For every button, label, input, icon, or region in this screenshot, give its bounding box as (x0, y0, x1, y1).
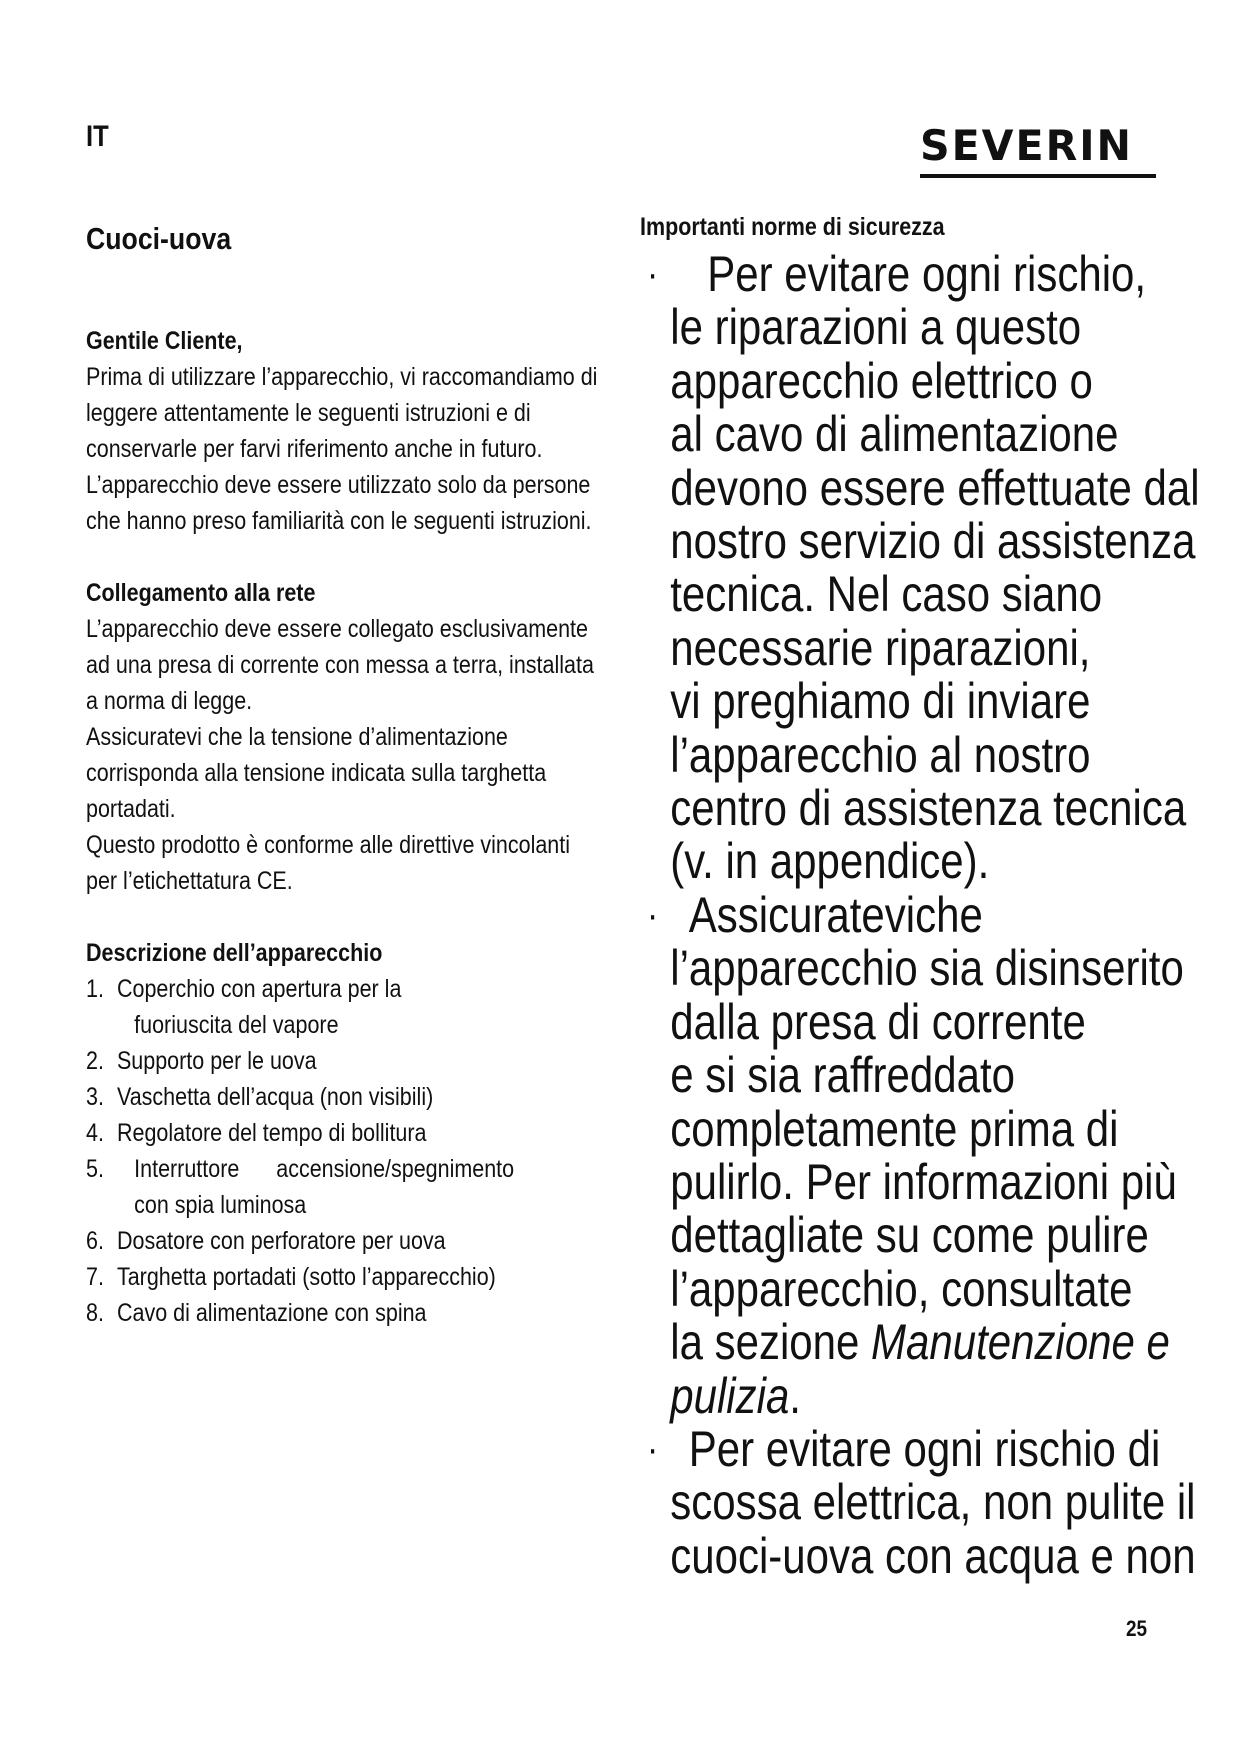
description-heading: Descrizione dell’apparecchio (86, 939, 383, 967)
intro-paragraph: Prima di utilizzare l’apparecchio, vi raccomandiamo di leggere attentamente le seguenti istruzioni e di conservarle per farvi riferimento anche in futuro. L’apparecchio deve essere utilizzato solo da persone che hanno preso familiarità con le seguenti istruzioni. (86, 363, 598, 535)
list-item (86, 1223, 606, 1259)
safety-line: pulirlo. Per informazioni più (670, 1153, 1177, 1210)
safety-line: tecnica. Nel caso siano (670, 566, 1103, 623)
safety-heading: Importanti norme di sicurezza (640, 213, 945, 241)
safety-line: completamente prima di (670, 1100, 1119, 1157)
safety-line: dettagliate su come pulire (670, 1207, 1149, 1264)
safety-line: vi preghiamo di inviare (670, 673, 1091, 730)
item-number: 5. (86, 1155, 104, 1183)
safety-line: centro di assistenza tecnica (670, 780, 1187, 837)
right-column (640, 210, 1200, 1584)
product-title: Cuoci-uova (86, 221, 232, 256)
safety-line: dalla presa di corrente (670, 993, 1086, 1050)
item-text: Vaschetta dell’acqua (non visibili) (116, 1083, 434, 1111)
item-text: Interruttore accensione/spegnimento (134, 1155, 515, 1183)
item-text: Coperchio con apertura per la (116, 975, 402, 1003)
description-section (86, 935, 606, 1331)
item-number: 7. (86, 1263, 104, 1291)
safety-line: (v. in appendice). (670, 833, 990, 890)
list-item (86, 1043, 606, 1079)
safety-line (640, 1367, 1161, 1424)
safety-line: cuoci-uova con acqua e non (670, 1527, 1196, 1584)
item-text-continued: con spia luminosa (134, 1191, 307, 1219)
section-ref-prefix: la sezione (670, 1314, 872, 1371)
parts-list (86, 971, 606, 1331)
item-number: 3. (86, 1083, 104, 1111)
safety-text (640, 246, 1200, 1584)
connection-section (86, 575, 606, 899)
bullet-2-text: Assicurateviche (688, 886, 983, 943)
list-item (86, 1295, 606, 1331)
list-item (86, 1259, 606, 1295)
list-item (86, 971, 606, 1043)
safety-line: nostro servizio di assistenza (670, 513, 1196, 570)
safety-line: e si sia raffreddato (670, 1047, 1016, 1104)
page-number: 25 (1126, 1616, 1148, 1641)
left-column (86, 205, 606, 1331)
safety-line: necessarie riparazioni, (670, 619, 1091, 676)
item-text: Cavo di alimentazione con spina (116, 1299, 427, 1327)
item-number: 2. (86, 1047, 104, 1075)
bullet-3-text: Per evitare ogni rischio di (688, 1420, 1161, 1477)
item-text: Supporto per le uova (116, 1047, 317, 1075)
list-item (86, 1079, 606, 1115)
safety-line: al cavo di alimentazione (670, 406, 1119, 463)
item-number: 6. (86, 1227, 104, 1255)
list-item (86, 1115, 606, 1151)
severin-logo (920, 121, 1160, 178)
greeting-heading: Gentile Cliente, (86, 327, 243, 355)
section-ref-italic: Manutenzione e (871, 1314, 1170, 1371)
connection-paragraph-3: Questo prodotto è conforme alle direttive vincolanti per l’etichettatura CE. (86, 831, 571, 895)
item-text: Targhetta portadati (sotto l’apparecchio) (116, 1263, 496, 1291)
safety-line: l’apparecchio, consultate (670, 1260, 1133, 1317)
safety-line: devono essere effettuate dal (670, 459, 1200, 516)
connection-paragraph-1: L’apparecchio deve essere collegato esclusivamente ad una presa di corrente con messa a terra, installata a norma di legge. (86, 615, 594, 715)
item-text: Dosatore con perforatore per uova (116, 1227, 446, 1255)
item-number: 1. (86, 975, 104, 1003)
language-code: IT (86, 120, 109, 153)
section-ref-suffix: . (789, 1367, 801, 1424)
safety-line (640, 1314, 1170, 1371)
section-ref-italic-2: pulizia (670, 1367, 790, 1424)
bullet-icon: · (646, 252, 659, 296)
item-number: 8. (86, 1299, 104, 1327)
safety-line (640, 1420, 1161, 1477)
connection-paragraph-2: Assicuratevi che la tensione d’alimentazione corrisponda alla tensione indicata sulla targhetta portadati. (86, 723, 547, 823)
safety-line: apparecchio elettrico o (670, 352, 1093, 409)
safety-line: l’apparecchio sia disinserito (670, 940, 1184, 997)
safety-line: le riparazioni a questo (670, 299, 1082, 356)
connection-heading: Collegamento alla rete (86, 579, 316, 607)
item-text: Regolatore del tempo di bollitura (116, 1119, 427, 1147)
safety-line: l’apparecchio al nostro (670, 726, 1091, 783)
bullet-icon: · (646, 892, 659, 937)
safety-line: scossa elettrica, non pulite il (670, 1474, 1196, 1531)
list-item (86, 1151, 606, 1223)
bullet-1-text: Per evitare ogni rischio, (707, 246, 1147, 302)
safety-line (640, 886, 1161, 943)
logo-underline (920, 174, 1156, 178)
logo-text: SEVERIN (920, 121, 1133, 170)
safety-line (640, 248, 1161, 301)
item-number: 4. (86, 1119, 104, 1147)
item-text-continued: fuoriuscita del vapore (134, 1011, 339, 1039)
bullet-icon: · (646, 1426, 659, 1471)
